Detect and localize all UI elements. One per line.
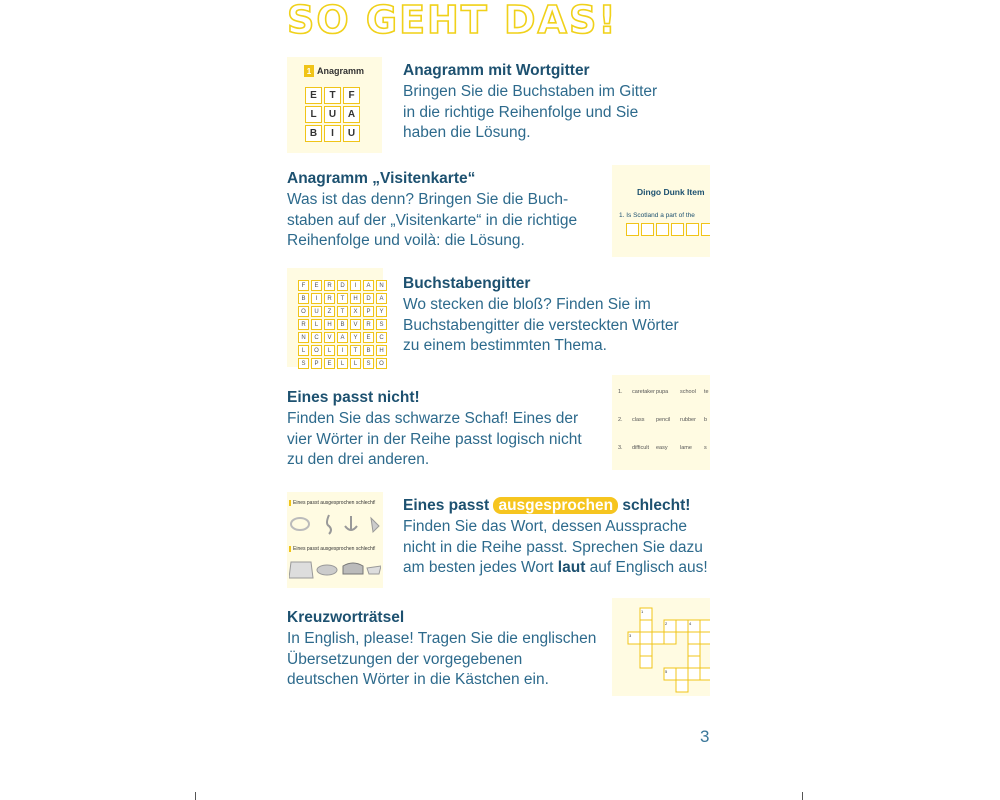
section-line: staben auf der „Visitenkarte“ in die richtige bbox=[287, 211, 578, 229]
section-line: Wo stecken die bloß? Finden Sie im bbox=[403, 295, 651, 313]
letter-cell: U bbox=[311, 306, 322, 317]
letter-cell: H bbox=[376, 345, 387, 356]
anagramm-cell: I bbox=[324, 125, 341, 142]
crossword-grid bbox=[612, 598, 710, 696]
section-heading: Anagramm „Visitenkarte“ bbox=[287, 170, 476, 187]
page-title: SO GEHT DAS! bbox=[287, 0, 618, 42]
heading-part: Eines passt bbox=[403, 497, 490, 514]
row-number: 1. bbox=[618, 389, 623, 395]
section-line: In English, please! Tragen Sie die englischen bbox=[287, 629, 597, 647]
heading-part: schlecht! bbox=[622, 497, 691, 514]
letter-cell: N bbox=[376, 280, 387, 291]
ausgesprochen-pictures-top bbox=[289, 512, 381, 538]
word-option: easy bbox=[656, 445, 668, 451]
anagramm-label-text: Anagramm bbox=[317, 66, 365, 76]
word-option: lame bbox=[680, 445, 692, 451]
word-option: difficult bbox=[632, 445, 650, 451]
section-line: Was ist das denn? Bringen Sie die Buch- bbox=[287, 190, 569, 208]
section-eines-passt-nicht bbox=[287, 388, 582, 471]
section-line: haben die Lösung. bbox=[403, 124, 531, 142]
letter-cell: T bbox=[337, 306, 348, 317]
crossword-cell bbox=[688, 644, 700, 656]
letter-cell: C bbox=[376, 332, 387, 343]
kreuzwort-thumbnail bbox=[612, 598, 710, 696]
letter-cell: T bbox=[350, 345, 361, 356]
anagramm-cell: U bbox=[324, 106, 341, 123]
letter-cell: B bbox=[337, 319, 348, 330]
crossword-cell bbox=[676, 680, 688, 692]
letter-cell: H bbox=[324, 319, 335, 330]
letter-cell: R bbox=[298, 319, 309, 330]
letter-cell: A bbox=[337, 332, 348, 343]
letter-cell: D bbox=[337, 280, 348, 291]
section-heading: Anagramm mit Wortgitter bbox=[403, 62, 590, 79]
letter-cell: S bbox=[363, 358, 374, 369]
crossword-cell bbox=[688, 668, 700, 680]
section-line: zu einem bestimmten Thema. bbox=[403, 337, 607, 355]
letter-cell: A bbox=[376, 293, 387, 304]
letter-cell: I bbox=[350, 280, 361, 291]
anagramm-grid bbox=[305, 87, 360, 142]
section-visitenkarte bbox=[287, 169, 577, 252]
section-line: Reihenfolge und voilà: die Lösung. bbox=[287, 232, 525, 250]
section-heading bbox=[403, 496, 708, 517]
section-line: Übersetzungen der vorgegebenen bbox=[287, 650, 523, 668]
section-ausgesprochen bbox=[403, 496, 708, 579]
letter-cell: E bbox=[324, 358, 335, 369]
crossword-cell bbox=[700, 668, 710, 680]
letter-cell: D bbox=[363, 293, 374, 304]
buchstaben-grid bbox=[298, 280, 387, 369]
section-line: Buchstabengitter die versteckten Wörter bbox=[403, 316, 679, 334]
highlight-word: ausgesprochen bbox=[493, 497, 618, 514]
crossword-cell bbox=[640, 644, 652, 656]
letter-cell: P bbox=[311, 358, 322, 369]
letter-cell: A bbox=[363, 280, 374, 291]
letter-cell: O bbox=[298, 306, 309, 317]
crop-mark-right bbox=[802, 792, 803, 800]
letter-cell: I bbox=[311, 293, 322, 304]
word-option: class bbox=[632, 417, 645, 423]
anagramm-cell: L bbox=[305, 106, 322, 123]
section-anagramm bbox=[403, 61, 657, 144]
letter-cell: O bbox=[376, 358, 387, 369]
section-line: nicht in die Reihe passt. Sprechen Sie dazu bbox=[403, 538, 703, 556]
section-heading: Buchstabengitter bbox=[403, 275, 531, 292]
anagramm-cell: T bbox=[324, 87, 341, 104]
letter-cell: P bbox=[363, 306, 374, 317]
letter-cell: V bbox=[350, 319, 361, 330]
section-line: Finden Sie das schwarze Schaf! Eines der bbox=[287, 409, 579, 427]
letter-cell: Z bbox=[324, 306, 335, 317]
section-buchstabengitter bbox=[403, 274, 679, 357]
visitenkarte-question: 1. Is Scotland a part of the bbox=[619, 212, 695, 219]
letter-cell: L bbox=[337, 358, 348, 369]
anagramm-cell: F bbox=[343, 87, 360, 104]
letter-cell: X bbox=[350, 306, 361, 317]
line-part: auf Englisch aus! bbox=[589, 559, 708, 577]
crossword-cell bbox=[652, 632, 664, 644]
anagramm-cell: A bbox=[343, 106, 360, 123]
letter-cell: L bbox=[324, 345, 335, 356]
letter-cell: I bbox=[337, 345, 348, 356]
letter-cell: S bbox=[298, 358, 309, 369]
crossword-number: 4 bbox=[689, 621, 692, 626]
word-option: school bbox=[680, 389, 696, 395]
ausgesprochen-pictures-bottom bbox=[289, 558, 381, 584]
letter-cell: S bbox=[376, 319, 387, 330]
ausgesprochen-label: Eines passt ausgesprochen schlecht! bbox=[289, 500, 376, 506]
row-number: 3. bbox=[618, 445, 623, 451]
letter-cell: V bbox=[324, 332, 335, 343]
anagramm-thumbnail bbox=[287, 57, 382, 153]
word-option: pupa bbox=[656, 389, 669, 395]
crossword-cell bbox=[640, 620, 652, 632]
anagramm-cell: U bbox=[343, 125, 360, 142]
section-kreuzwortraetsel bbox=[287, 608, 596, 691]
row-number: 2. bbox=[618, 417, 623, 423]
word-option: s bbox=[704, 445, 707, 451]
crossword-cell bbox=[676, 668, 688, 680]
letter-cell: B bbox=[363, 345, 374, 356]
letter-cell: H bbox=[350, 293, 361, 304]
letter-cell: R bbox=[324, 293, 335, 304]
section-line: Bringen Sie die Buchstaben im Gitter bbox=[403, 82, 658, 100]
word-option: te bbox=[704, 389, 709, 395]
letter-cell: B bbox=[298, 293, 309, 304]
crossword-cell bbox=[640, 656, 652, 668]
letter-cell: L bbox=[298, 345, 309, 356]
letter-cell: E bbox=[311, 280, 322, 291]
crossword-cell bbox=[664, 632, 676, 644]
letter-cell: F bbox=[298, 280, 309, 291]
line-part: am besten jedes Wort bbox=[403, 559, 554, 577]
crossword-cell bbox=[688, 632, 700, 644]
section-heading: Kreuzworträtsel bbox=[287, 609, 405, 626]
word-option: b bbox=[704, 417, 708, 423]
anagramm-cell: B bbox=[305, 125, 322, 142]
buchstaben-thumbnail bbox=[287, 268, 383, 367]
page-number: 3 bbox=[700, 727, 710, 746]
letter-cell: R bbox=[363, 319, 374, 330]
letter-cell: T bbox=[337, 293, 348, 304]
visitenkarte-answer-boxes bbox=[626, 223, 710, 236]
letter-cell: L bbox=[350, 358, 361, 369]
visitenkarte-name: Dingo Dunk Item bbox=[637, 187, 705, 197]
visitenkarte-thumbnail bbox=[612, 165, 710, 257]
crossword-number: 1 bbox=[641, 609, 644, 614]
section-line: zu den drei anderen. bbox=[287, 451, 430, 469]
bold-word: laut bbox=[557, 559, 586, 577]
letter-cell: N bbox=[298, 332, 309, 343]
section-line: in die richtige Reihenfolge und Sie bbox=[403, 103, 639, 121]
crossword-number: 5 bbox=[665, 669, 668, 674]
letter-cell: C bbox=[311, 332, 322, 343]
anagramm-label-number: 1 bbox=[304, 65, 314, 77]
section-heading: Eines passt nicht! bbox=[287, 389, 420, 406]
ausgesprochen-label: Eines passt ausgesprochen schlecht! bbox=[289, 546, 376, 552]
ausgesprochen-thumbnail bbox=[287, 492, 383, 588]
section-line: Finden Sie das Wort, dessen Aussprache bbox=[403, 517, 688, 535]
anagramm-cell: E bbox=[305, 87, 322, 104]
word-option: pencil bbox=[656, 417, 671, 423]
crossword-number: 2 bbox=[665, 621, 668, 626]
letter-cell: E bbox=[363, 332, 374, 343]
letter-cell: O bbox=[311, 345, 322, 356]
crossword-cell bbox=[676, 620, 688, 632]
letter-cell: L bbox=[311, 319, 322, 330]
crossword-number: 3 bbox=[629, 633, 632, 638]
letter-cell: Y bbox=[350, 332, 361, 343]
section-line: vier Wörter in der Reihe passt logisch nicht bbox=[287, 430, 582, 448]
crop-mark-left bbox=[195, 792, 196, 800]
letter-cell: Y bbox=[376, 306, 387, 317]
word-option: rubber bbox=[680, 417, 696, 423]
anagramm-label bbox=[304, 65, 364, 77]
section-line bbox=[403, 558, 708, 579]
crossword-cell bbox=[700, 632, 710, 644]
word-option: caretaker bbox=[632, 389, 655, 395]
eines-thumbnail bbox=[612, 375, 710, 470]
crossword-cell bbox=[640, 632, 652, 644]
crossword-cell bbox=[700, 620, 710, 632]
letter-cell: R bbox=[324, 280, 335, 291]
section-line: deutschen Wörter in die Kästchen ein. bbox=[287, 671, 549, 689]
crossword-cell bbox=[688, 656, 700, 668]
